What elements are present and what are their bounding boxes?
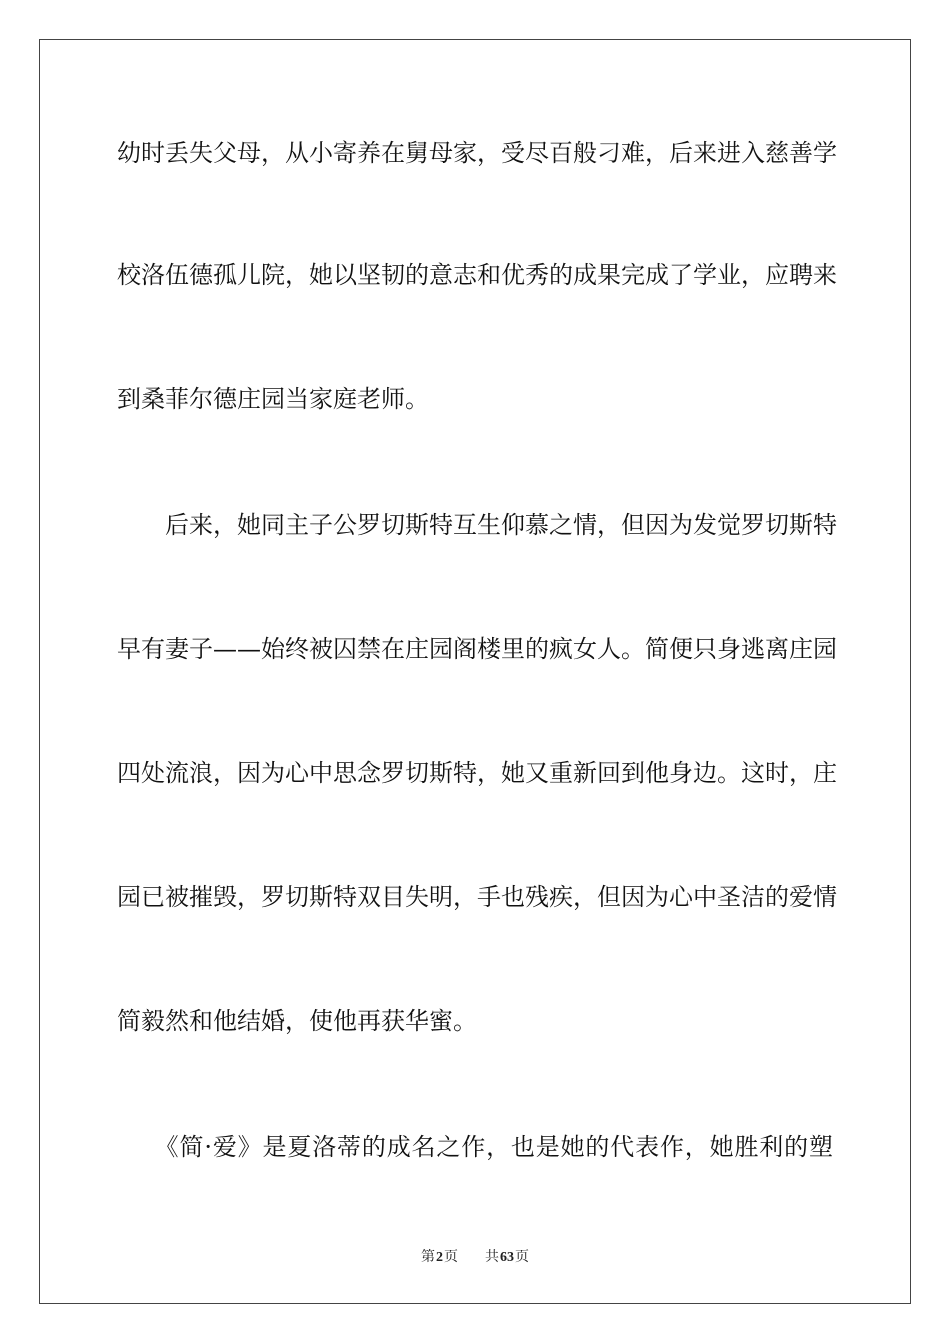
page-footer <box>0 1248 950 1267</box>
text-line: 四处流浪，因为心中思念罗切斯特，她又重新回到他身边。这时，庄 <box>117 759 837 787</box>
page-number-label: 第2页 <box>421 1249 459 1265</box>
page-number: 2 <box>436 1250 444 1265</box>
text-line: 幼时丢失父母，从小寄养在舅母家，受尽百般刁难，后来进入慈善学 <box>117 139 837 167</box>
text-line: 早有妻子——始终被囚禁在庄园阁楼里的疯女人。简便只身逃离庄园 <box>117 635 837 663</box>
total-pages: 63 <box>499 1250 514 1265</box>
text-line: 校洛伍德孤儿院，她以坚韧的意志和优秀的成果完成了学业，应聘来 <box>117 261 837 289</box>
text-line: 后来，她同主子公罗切斯特互生仰慕之情，但因为发觉罗切斯特 <box>117 511 837 539</box>
text-line: 园已被摧毁，罗切斯特双目失明，手也残疾，但因为心中圣洁的爱情 <box>117 883 837 911</box>
total-pages-label: 共63页 <box>484 1249 529 1265</box>
page-border <box>39 39 911 1304</box>
text-line: 简毅然和他结婚，使他再获华蜜。 <box>117 1007 477 1035</box>
text-line: 《简·爱》是夏洛蒂的成名之作，也是她的代表作，她胜利的塑 <box>117 1133 833 1161</box>
text-line: 到桑菲尔德庄园当家庭老师。 <box>117 385 429 413</box>
